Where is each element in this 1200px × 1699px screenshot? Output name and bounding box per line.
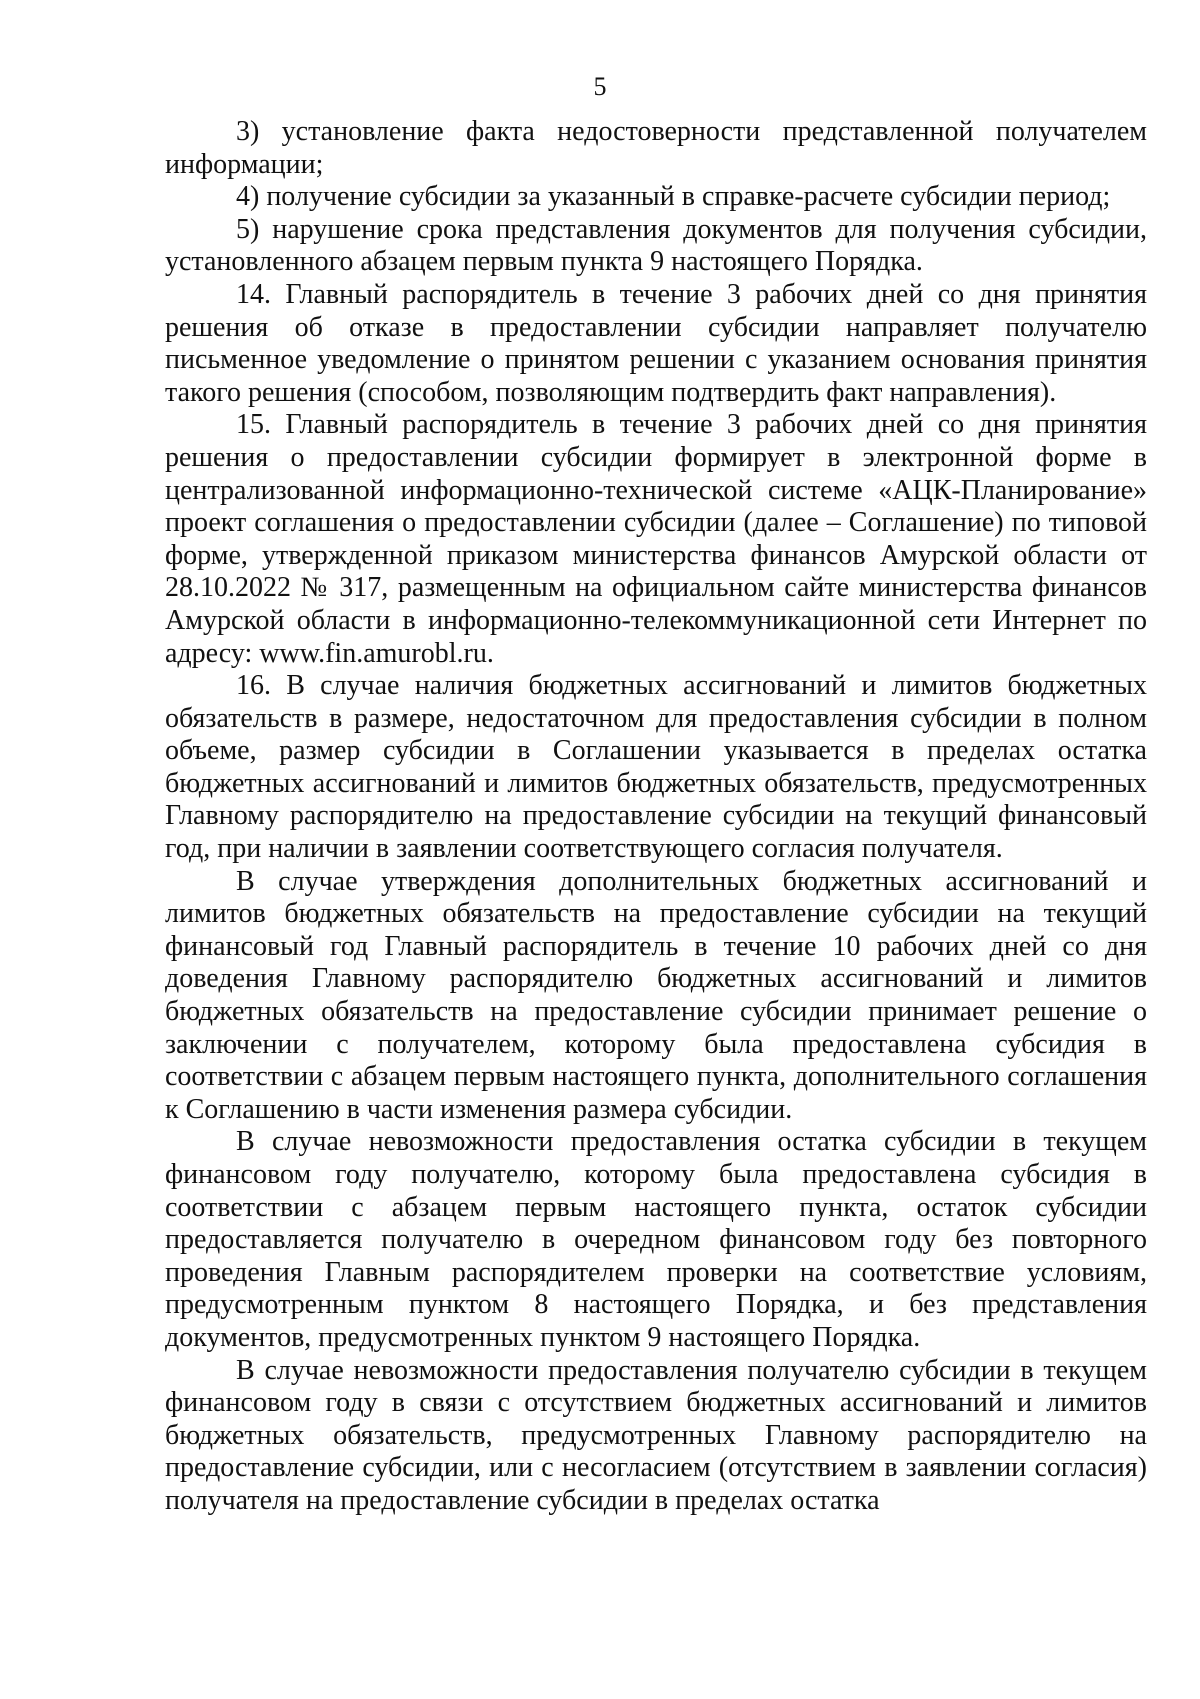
paragraph-item-5: 5) нарушение срока представления документов для получения субсидии, установленного абзацем первым пункта 9 настоящего Порядка. bbox=[165, 213, 1147, 278]
page-number: 5 bbox=[593, 72, 607, 101]
paragraph-remaining-subsidy: В случае невозможности предоставления остатка субсидии в текущем финансовом году получателю, которому была предоставлена субсидия в соответствии с абзацем первым настоящего пункта, остаток субсидии предоставляется получателю в очередном финансовом году без повторного проведения Главным распорядителем проверки на соответствие условиям, предусмотренным пунктом 8 настоящего Порядка, и без представления документов, предусмотренных пунктом 9 настоящего Порядка. bbox=[165, 1126, 1147, 1353]
paragraph-clause-14: 14. Главный распорядитель в течение 3 рабочих дней со дня принятия решения об отказе в предоставлении субсидии направляет получателю письменное уведомление о принятом решении с указанием основания принятия такого решения (способом, позволяющим подтвердить факт направления). bbox=[165, 278, 1147, 408]
document-body bbox=[165, 116, 1147, 1518]
paragraph-impossibility-of-subsidy: В случае невозможности предоставления получателю субсидии в текущем финансовом году в связи с отсутствием бюджетных ассигнований и лимитов бюджетных обязательств, предусмотренных Главному распорядителю на предоставление субсидии, или с несогласием (отсутствием в заявлении согласия) получателя на предоставление субсидии в пределах остатка bbox=[165, 1354, 1147, 1516]
paragraph-clause-15: 15. Главный распорядитель в течение 3 рабочих дней со дня принятия решения о предоставлении субсидии формирует в электронной форме в централизованной информационно-технической системе «АЦК-Планирование» проект соглашения о предоставлении субсидии (далее – Соглашение) по типовой форме, утвержденной приказом министерства финансов Амурской области от 28.10.2022 № 317, размещенным на официальном сайте министерства финансов Амурской области в информационно-телекоммуникационной сети Интернет по адресу: www.fin.amurobl.ru. bbox=[165, 409, 1147, 669]
paragraph-clause-16: 16. В случае наличия бюджетных ассигнований и лимитов бюджетных обязательств в размере, недостаточном для предоставления субсидии в полном объеме, размер субсидии в Соглашении указывается в пределах остатка бюджетных ассигнований и лимитов бюджетных обязательств, предусмотренных Главному распорядителю на предоставление субсидии на текущий финансовый год, при наличии в заявлении соответствующего согласия получателя. bbox=[165, 670, 1147, 865]
paragraph-additional-allocations: В случае утверждения дополнительных бюджетных ассигнований и лимитов бюджетных обязательств на предоставление субсидии на текущий финансовый год Главный распорядитель в течение 10 рабочих дней со дня доведения Главному распорядителю бюджетных ассигнований и лимитов бюджетных обязательств на предоставление субсидии принимает решение о заключении с получателем, которому была предоставлена субсидия в соответствии с абзацем первым настоящего пункта, дополнительного соглашения к Соглашению в части изменения размера субсидии. bbox=[165, 865, 1147, 1125]
paragraph-item-4: 4) получение субсидии за указанный в справке-расчете субсидии период; bbox=[236, 181, 1111, 213]
paragraph-item-3: 3) установление факта недостоверности представленной получателем информации; bbox=[165, 116, 1147, 180]
